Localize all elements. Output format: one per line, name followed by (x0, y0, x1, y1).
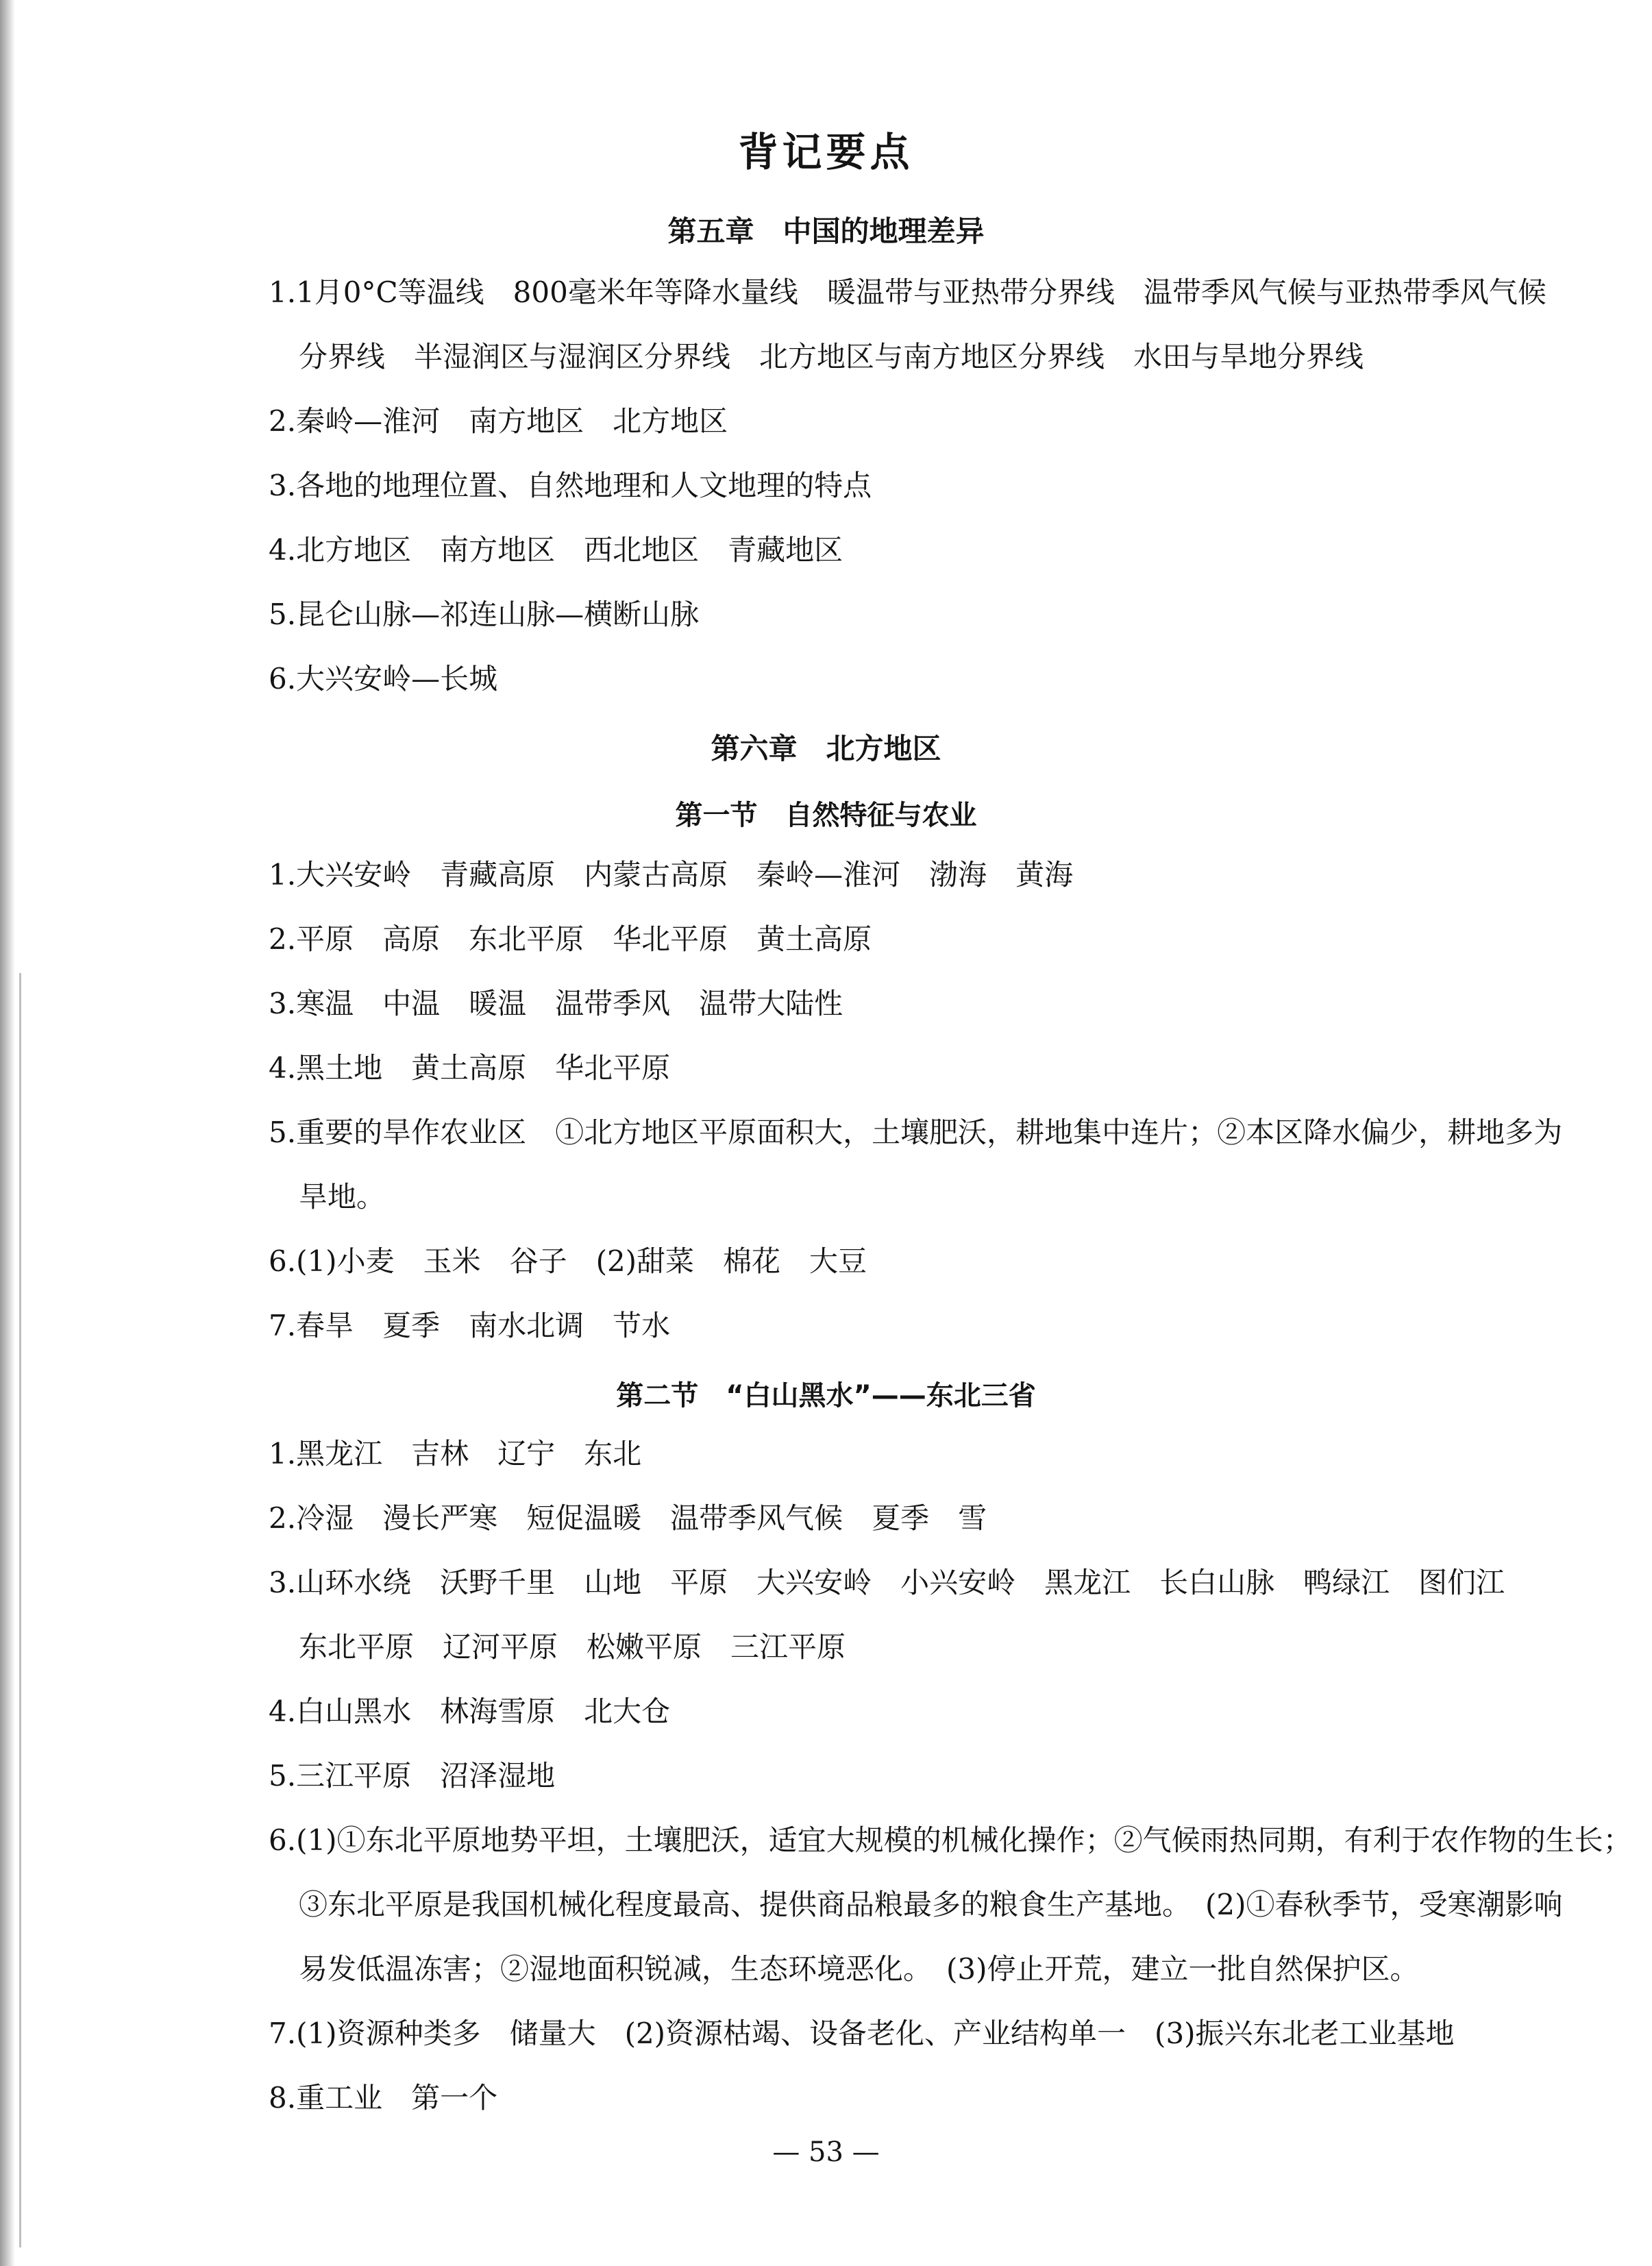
list-item-continuation: 旱地。 (299, 1180, 386, 1214)
list-item: 7.(1)资源种类多 储量大 (2)资源枯竭、设备老化、产业结构单一 (3)振兴东北老工业基地 (269, 2017, 1455, 2050)
section-heading: 第二节 “白山黑水”——东北三省 (616, 1380, 1036, 1412)
section-heading: 第一节 自然特征与农业 (675, 800, 977, 831)
list-item-continuation: 东北平原 辽河平原 松嫩平原 三江平原 (299, 1630, 846, 1664)
list-item: 3.寒温 中温 暖温 温带季风 温带大陆性 (269, 987, 843, 1020)
list-item: 2.平原 高原 东北平原 华北平原 黄土高原 (269, 922, 872, 956)
list-item: 6.(1)小麦 玉米 谷子 (2)甜菜 棉花 大豆 (269, 1244, 867, 1278)
chapter-heading: 第五章 中国的地理差异 (667, 214, 985, 248)
list-item: 6.大兴安岭—长城 (269, 662, 498, 695)
list-item: 3.各地的地理位置、自然地理和人文地理的特点 (269, 469, 872, 502)
list-item: 3.山环水绕 沃野千里 山地 平原 大兴安岭 小兴安岭 黑龙江 长白山脉 鸭绿江 图们江 (269, 1566, 1505, 1599)
list-item: 8.重工业 第一个 (269, 2081, 498, 2115)
list-item: 7.春旱 夏季 南水北调 节水 (269, 1309, 671, 1342)
list-item-continuation: 分界线 半湿润区与湿润区分界线 北方地区与南方地区分界线 水田与旱地分界线 (299, 340, 1364, 373)
list-item: 4.黑土地 黄土高原 华北平原 (269, 1051, 671, 1085)
page-title: 背记要点 (738, 129, 914, 175)
list-item: 2.秦岭—淮河 南方地区 北方地区 (269, 404, 728, 438)
list-item: 2.冷湿 漫长严寒 短促温暖 温带季风气候 夏季 雪 (269, 1501, 987, 1535)
list-item: 4.白山黑水 林海雪原 北大仓 (269, 1695, 671, 1728)
list-item: 5.昆仑山脉—祁连山脉—横断山脉 (269, 598, 700, 631)
list-item: 5.三江平原 沼泽湿地 (269, 1759, 556, 1793)
list-item: 5.重要的旱作农业区 ①北方地区平原面积大，土壤肥沃，耕地集中连片；②本区降水偏少，耕地多为 (269, 1116, 1563, 1149)
chapter-heading: 第六章 北方地区 (711, 732, 941, 765)
list-item: 1.大兴安岭 青藏高原 内蒙古高原 秦岭—淮河 渤海 黄海 (269, 858, 1074, 891)
page-number: — 53 — (772, 2136, 880, 2168)
list-item: 1.黑龙江 吉林 辽宁 东北 (269, 1437, 642, 1470)
list-item: 4.北方地区 南方地区 西北地区 青藏地区 (269, 533, 843, 567)
list-item: 6.(1)①东北平原地势平坦，土壤肥沃，适宜大规模的机械化操作；②气候雨热同期，有利于农作物的生长； (269, 1823, 1632, 1857)
list-item-continuation: 易发低温冻害；②湿地面积锐减，生态环境恶化。 (3)停止开荒，建立一批自然保护区。 (299, 1952, 1419, 1986)
list-item-continuation: ③东北平原是我国机械化程度最高、提供商品粮最多的粮食生产基地。 (2)①春秋季节，受寒潮影响 (299, 1888, 1563, 1921)
list-item: 1.1月0°C等温线 800毫米年等降水量线 暖温带与亚热带分界线 温带季风气候与亚热带季风气候 (269, 275, 1546, 309)
